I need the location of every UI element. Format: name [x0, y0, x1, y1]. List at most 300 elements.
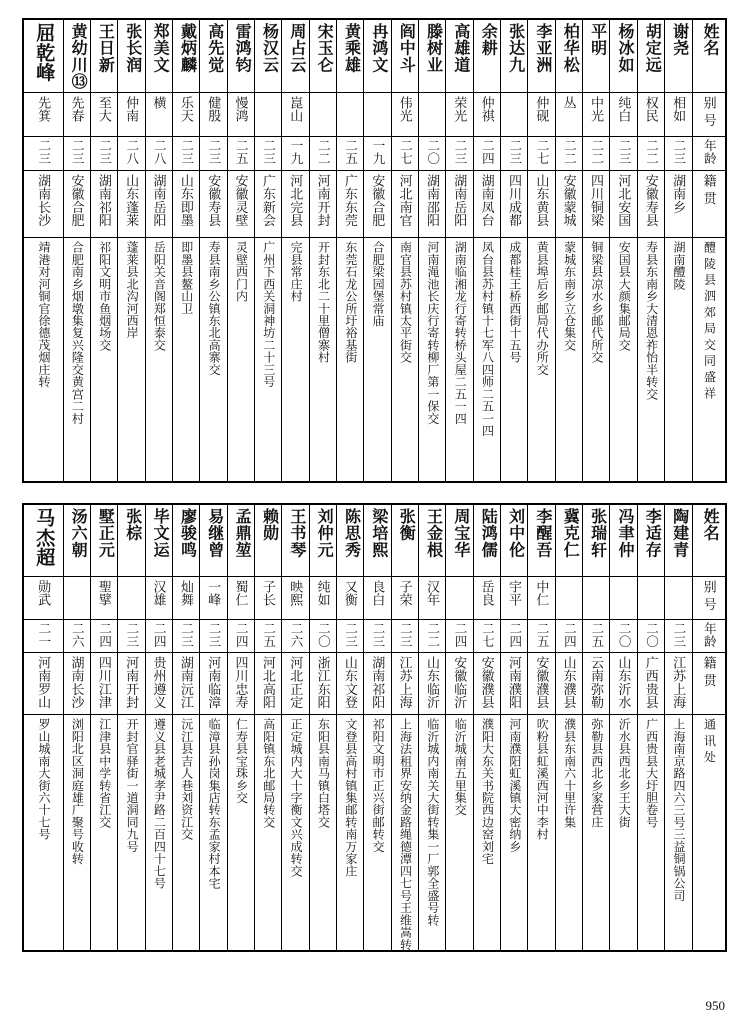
cell-alias	[665, 92, 692, 136]
cell-age	[583, 619, 610, 652]
row-header-text: 姓名	[701, 23, 719, 57]
cell-text: 李醒吾	[533, 508, 551, 558]
cell-origin	[610, 171, 637, 238]
cell-alias	[254, 92, 281, 136]
cell-text: 纯如	[315, 579, 331, 607]
table-row	[23, 714, 726, 951]
cell-text: 临漳县孙岗集店转东孟家村本宅	[207, 717, 222, 890]
cell-origin	[118, 171, 145, 238]
cell-alias	[528, 92, 555, 136]
cell-text: 山东濮县	[561, 655, 577, 709]
cell-origin	[336, 652, 363, 714]
cell-text: 崑山	[288, 95, 304, 123]
cell-text: 四川铜梁	[589, 174, 605, 228]
cell-age	[418, 619, 445, 652]
cell-text: 李亚洲	[533, 23, 551, 73]
cell-alias	[555, 92, 582, 136]
cell-name	[282, 19, 309, 92]
cell-text: 健殷	[206, 95, 222, 123]
cell-origin	[254, 652, 281, 714]
cell-text: 二四	[562, 621, 577, 648]
cell-text: 祁阳文明市鱼烟场交	[97, 241, 112, 352]
cell-text: 沅江县吉人巷刘资江交	[179, 717, 194, 841]
cell-text: 成都桂王桥西街十五号	[507, 241, 522, 364]
cell-origin	[391, 652, 418, 714]
cell-text: 江津县中学转省江交	[97, 717, 112, 829]
cell-text: 二六	[288, 621, 303, 648]
cell-address	[364, 238, 391, 482]
cell-text: 吹粉县虹溪西河中李村	[535, 717, 550, 841]
cell-origin	[528, 652, 555, 714]
cell-alias	[418, 92, 445, 136]
cell-name	[118, 504, 145, 576]
cell-age	[637, 619, 664, 652]
cell-text: 张长润	[123, 23, 141, 73]
cell-address	[473, 714, 500, 951]
cell-address	[637, 238, 664, 482]
cell-name	[501, 19, 528, 92]
cell-text: 二三	[36, 138, 51, 165]
cell-name	[172, 504, 199, 576]
row-header-text: 姓名	[701, 508, 719, 542]
cell-origin	[309, 171, 336, 238]
cell-alias	[446, 92, 473, 136]
cell-text: 横	[151, 95, 167, 109]
cell-text: 二三	[371, 621, 386, 648]
cell-text: 仁寿县宝珠乡交	[234, 717, 249, 804]
cell-address	[309, 238, 336, 482]
cell-age	[528, 619, 555, 652]
table-row	[23, 171, 726, 238]
cell-text: 二二	[644, 138, 659, 165]
cell-origin	[309, 652, 336, 714]
cell-text: 河北正定	[288, 655, 304, 709]
cell-age	[118, 619, 145, 652]
cell-text: 二二	[589, 138, 604, 165]
cell-text: 先箕	[36, 95, 52, 123]
cell-address	[23, 238, 63, 482]
cell-text: 仲南	[124, 95, 140, 123]
cell-name	[118, 19, 145, 92]
cell-text: 慢鸿	[233, 95, 249, 123]
cell-name	[446, 19, 473, 92]
cell-text: 凤台县苏村镇十七军八四师二五一四	[480, 241, 495, 438]
cell-text: 安徽寿县	[643, 174, 659, 228]
cell-name	[528, 504, 555, 576]
cell-alias	[172, 576, 199, 619]
cell-text: 刘仲元	[315, 508, 333, 558]
cell-text: 四川忠寿	[233, 655, 249, 709]
cell-text: 安徽濮县	[479, 655, 495, 709]
cell-text: 湖南岳阳	[452, 174, 468, 228]
cell-text: 梁培熙	[369, 508, 387, 558]
cell-age	[172, 136, 199, 171]
cell-alias	[254, 576, 281, 619]
cell-alias	[583, 92, 610, 136]
cell-age	[309, 619, 336, 652]
row-header-name	[692, 504, 726, 576]
cell-text: 易继曾	[205, 508, 223, 558]
cell-address	[200, 714, 227, 951]
cell-address	[637, 714, 664, 951]
cell-age	[336, 619, 363, 652]
cell-text: 广东东莞	[342, 174, 358, 228]
cell-origin	[501, 652, 528, 714]
cell-age	[23, 136, 63, 171]
cell-origin	[665, 171, 692, 238]
cell-text: 浏阳北区洞庭雄广聚号收转	[70, 717, 85, 865]
cell-address	[282, 238, 309, 482]
cell-age	[309, 136, 336, 171]
cell-age	[200, 136, 227, 171]
cell-text: 河南开封	[124, 655, 140, 709]
cell-text: 上海法租界安纳金路绳德潭四七号王维嵩转	[398, 717, 413, 951]
cell-text: 冯聿仲	[615, 508, 633, 558]
cell-text: 子长	[260, 579, 276, 607]
cell-text: 灵壁西门内	[234, 241, 249, 303]
cell-text: 山东即墨	[178, 174, 194, 228]
cell-origin	[227, 652, 254, 714]
cell-origin	[583, 171, 610, 238]
cell-text: 良白	[370, 579, 386, 607]
cell-age	[391, 619, 418, 652]
cell-age	[254, 619, 281, 652]
cell-alias	[227, 92, 254, 136]
cell-text: 二八	[124, 138, 139, 165]
cell-text: 文登县高村镇集邮转南万家庄	[343, 717, 358, 877]
cell-name	[391, 19, 418, 92]
cell-alias	[172, 92, 199, 136]
cell-alias	[637, 92, 664, 136]
cell-text: 二三	[343, 621, 358, 648]
cell-address	[118, 714, 145, 951]
cell-address	[446, 714, 473, 951]
cell-text: 广西贵县	[643, 655, 659, 709]
cell-origin	[282, 171, 309, 238]
cell-origin	[254, 171, 281, 238]
cell-text: 正定城内大十字衡文兴成转交	[289, 717, 304, 877]
cell-text: 张瑞轩	[588, 508, 606, 558]
cell-name	[610, 19, 637, 92]
cell-text: 安国县大颜集邮局交	[617, 241, 632, 352]
table-row	[23, 19, 726, 92]
cell-alias	[364, 92, 391, 136]
cell-name	[418, 19, 445, 92]
cell-name	[282, 504, 309, 576]
cell-text: 二四	[507, 621, 522, 648]
cell-text: 湖南醴陵	[672, 241, 686, 291]
cell-text: 仲祺	[479, 95, 495, 123]
cell-name	[583, 19, 610, 92]
cell-text: 广州下西关洞神坊二十三号	[261, 241, 276, 389]
cell-text: 冀克仁	[561, 508, 579, 558]
cell-address	[583, 238, 610, 482]
cell-name	[23, 504, 63, 576]
cell-name	[418, 504, 445, 576]
cell-age	[364, 136, 391, 171]
cell-text: 祁阳文明市正兴街邮转交	[371, 717, 386, 853]
cell-origin	[583, 652, 610, 714]
cell-address	[555, 714, 582, 951]
cell-text: 湖南长沙	[69, 655, 85, 709]
cell-text: 河南罗山	[36, 655, 52, 709]
cell-alias	[309, 576, 336, 619]
cell-age	[364, 619, 391, 652]
cell-name	[254, 19, 281, 92]
cell-text: 二二	[562, 138, 577, 165]
cell-text: 冉鸿文	[369, 23, 387, 73]
cell-origin	[90, 652, 117, 714]
cell-address	[145, 714, 172, 951]
cell-age	[90, 136, 117, 171]
cell-text: 权民	[643, 95, 659, 123]
cell-name	[336, 19, 363, 92]
cell-text: 王书琴	[287, 508, 305, 558]
cell-age	[282, 619, 309, 652]
cell-text: 屈乾峰	[33, 23, 55, 83]
cell-text: 王金根	[424, 508, 442, 558]
cell-text: 合肥梁园堡常庙	[371, 241, 386, 327]
cell-address	[610, 238, 637, 482]
cell-text: 廖骏鸣	[178, 508, 196, 558]
cell-name	[555, 504, 582, 576]
cell-text: 二五	[261, 621, 276, 648]
cell-text: 宇平	[506, 579, 522, 607]
cell-text: 湖南乡	[671, 174, 687, 214]
cell-text: 湖南邵阳	[424, 174, 440, 228]
cell-origin	[446, 652, 473, 714]
cell-alias	[665, 576, 692, 619]
cell-name	[364, 504, 391, 576]
cell-address	[90, 238, 117, 482]
cell-name	[200, 19, 227, 92]
cell-address	[501, 714, 528, 951]
cell-name	[501, 504, 528, 576]
cell-text: 河南开封	[315, 174, 331, 228]
cell-origin	[364, 171, 391, 238]
cell-text: 河南临漳	[206, 655, 222, 709]
cell-address	[446, 238, 473, 482]
cell-alias	[336, 92, 363, 136]
cell-age	[90, 619, 117, 652]
cell-address	[336, 238, 363, 482]
cell-text: 靖港对河铜官徐德茂烟庄转	[36, 241, 51, 389]
cell-alias	[200, 576, 227, 619]
cell-text: 二三	[97, 138, 112, 165]
cell-text: 映熙	[288, 579, 304, 607]
cell-text: 合肥南乡烟墩集复兴隆交黄宫二村	[70, 241, 85, 425]
cell-address	[555, 238, 582, 482]
cell-alias	[282, 576, 309, 619]
cell-age	[282, 136, 309, 171]
cell-text: 湖南凤台	[479, 174, 495, 228]
cell-text: 二四	[97, 621, 112, 648]
cell-text: 蒙城东南乡立仓集交	[562, 241, 577, 352]
cell-origin	[364, 652, 391, 714]
cell-alias	[555, 576, 582, 619]
cell-address	[309, 714, 336, 951]
cell-text: 岳阳关音阁郑恒泰交	[152, 241, 167, 352]
cell-origin	[118, 652, 145, 714]
cell-address	[172, 238, 199, 482]
cell-alias	[63, 576, 90, 619]
cell-text: 安徽合肥	[370, 174, 386, 228]
cell-origin	[555, 171, 582, 238]
cell-text: 先春	[69, 95, 85, 123]
cell-age	[473, 619, 500, 652]
cell-text: 二三	[671, 138, 686, 165]
cell-age	[391, 136, 418, 171]
cell-text: 周宝华	[451, 508, 469, 558]
cell-text: 周占云	[287, 23, 305, 73]
cell-text: 湖南长沙	[36, 174, 52, 228]
cell-text: 戴炳麟	[178, 23, 196, 73]
cell-text: 岳良	[479, 579, 495, 607]
cell-text: 开封官驿街一道洞同九号	[125, 717, 140, 853]
cell-text: 一九	[371, 138, 386, 165]
cell-address	[391, 238, 418, 482]
cell-name	[555, 19, 582, 92]
cell-address	[227, 714, 254, 951]
table-row	[23, 92, 726, 136]
cell-alias	[145, 576, 172, 619]
cell-text: 二五	[589, 621, 604, 648]
table-row	[23, 136, 726, 171]
cell-text: 雷鸿钧	[233, 23, 251, 73]
cell-origin	[418, 171, 445, 238]
cell-age	[610, 619, 637, 652]
table-gap	[22, 483, 727, 503]
cell-text: 安徽蒙城	[561, 174, 577, 228]
cell-text: 湖南祁阳	[96, 174, 112, 228]
cell-origin	[336, 171, 363, 238]
cell-text: 高雄道	[451, 23, 469, 73]
cell-text: 陆鸿儒	[479, 508, 497, 558]
row-header-age	[692, 136, 726, 171]
cell-text: 安徽寿县	[206, 174, 222, 228]
cell-name	[610, 504, 637, 576]
cell-text: 上海南京路四六三号三益铜锅公司	[672, 717, 686, 902]
cell-alias	[418, 576, 445, 619]
cell-alias	[501, 92, 528, 136]
cell-name	[90, 19, 117, 92]
cell-text: 二〇	[425, 138, 440, 165]
cell-text: 二三	[617, 138, 632, 165]
cell-text: 东莞石龙公所圩裕基街	[343, 241, 358, 364]
cell-address	[391, 714, 418, 951]
cell-address	[418, 238, 445, 482]
cell-age	[501, 619, 528, 652]
cell-address	[23, 714, 63, 951]
cell-text: 湖南祁阳	[370, 655, 386, 709]
cell-text: 二三	[206, 138, 221, 165]
cell-text: 子荣	[397, 579, 413, 607]
cell-text: 纯白	[616, 95, 632, 123]
cell-text: 宋玉仑	[315, 23, 333, 73]
table-row	[23, 504, 726, 576]
cell-origin	[501, 171, 528, 238]
cell-name	[583, 504, 610, 576]
cell-text: 一九	[288, 138, 303, 165]
cell-text: 广西贵县大圩胆卷号	[644, 717, 659, 829]
cell-text: 河南渑池长庆行寄转柳厂第一保交	[425, 241, 440, 425]
cell-alias	[336, 576, 363, 619]
cell-age	[172, 619, 199, 652]
cell-alias	[63, 92, 90, 136]
cell-alias	[227, 576, 254, 619]
cell-alias	[528, 576, 555, 619]
row-header-alias	[692, 576, 726, 619]
cell-origin	[90, 171, 117, 238]
cell-address	[145, 238, 172, 482]
cell-text: 丛	[561, 95, 577, 109]
row-header-alias	[692, 92, 726, 136]
cell-text: 陈思秀	[342, 508, 360, 558]
table-row	[23, 619, 726, 652]
cell-text: 二二	[316, 138, 331, 165]
cell-text: 东阳县南马镇白塔交	[316, 717, 331, 829]
cell-age	[63, 619, 90, 652]
cell-alias	[446, 576, 473, 619]
cell-age	[665, 619, 692, 652]
row-header-text: 年龄	[702, 621, 717, 648]
cell-text: 又衡	[342, 579, 358, 607]
cell-text: 二五	[234, 138, 249, 165]
cell-alias	[583, 576, 610, 619]
row-header-age	[692, 619, 726, 652]
cell-age	[665, 136, 692, 171]
cell-alias	[501, 576, 528, 619]
cell-address	[501, 238, 528, 482]
cell-origin	[63, 652, 90, 714]
cell-origin	[418, 652, 445, 714]
cell-age	[637, 136, 664, 171]
cell-address	[63, 238, 90, 482]
cell-text: 临沂城南五里集交	[453, 717, 468, 816]
cell-origin	[172, 171, 199, 238]
cell-text: 二三	[453, 138, 468, 165]
cell-text: 遵义县老城孝尹路二百四十七号	[152, 717, 167, 890]
cell-text: 二二	[425, 621, 440, 648]
cell-name	[309, 504, 336, 576]
cell-address	[665, 714, 692, 951]
cell-alias	[473, 92, 500, 136]
cell-text: 黄县埠后乡邮局代办所交	[535, 241, 550, 376]
cell-name	[145, 19, 172, 92]
cell-origin	[172, 652, 199, 714]
cell-text: 浙江东阳	[315, 655, 331, 709]
cell-age	[200, 619, 227, 652]
row-header-text: 通讯处	[702, 717, 717, 767]
cell-text: 黄幼川⑬	[69, 23, 87, 90]
cell-name	[528, 19, 555, 92]
cell-text: 山东沂水	[616, 655, 632, 709]
cell-name	[309, 19, 336, 92]
cell-name	[391, 504, 418, 576]
cell-address	[418, 714, 445, 951]
cell-name	[473, 19, 500, 92]
cell-text: 濮阳大东关书院西边窑刘宅	[480, 717, 495, 865]
cell-text: 河北安国	[616, 174, 632, 228]
cell-text: 湖南岳阳	[151, 174, 167, 228]
cell-text: 李适存	[643, 508, 661, 558]
cell-text: 相如	[671, 95, 687, 123]
cell-alias	[364, 576, 391, 619]
cell-text: 安徽临沂	[452, 655, 468, 709]
cell-text: 杨汉云	[260, 23, 278, 73]
cell-text: 江苏上海	[671, 655, 687, 709]
cell-text: 一峰	[206, 579, 222, 607]
